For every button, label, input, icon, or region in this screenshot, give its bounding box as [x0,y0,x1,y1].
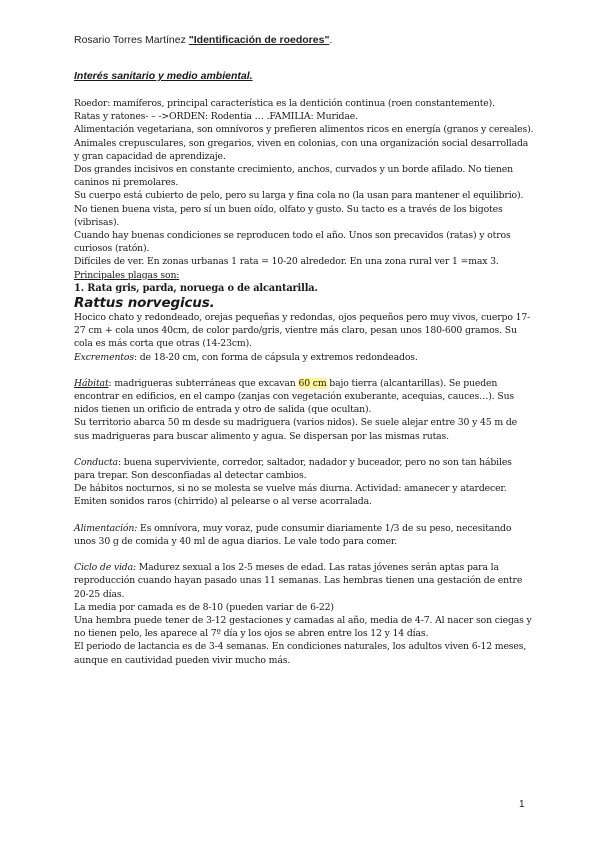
label-habitat: Hábitat [74,377,109,389]
label-excrementos: Excrementos [74,351,134,363]
paragraph: Cuando hay buenas condiciones se reproducen todo el año. Unos son precavidos (ratas) y otros curiosos (ratón). [74,230,511,255]
label-conducta: Conducta [74,456,118,468]
habitat-text-b: bajo tierra (alcantarillas). Se pueden encontrar en edificios, en el campo (zanjas con vegetación exuberante, acequias, cauces…). Sus nidos tienen un orificio de entrada y otro de salida (que ocultan). [74,377,515,416]
header-doc-title: "Identificación de roedores" [188,34,330,46]
paragraph: Dos grandes incisivos en constante crecimiento, anchos, curvados y un borde afilado. No tienen caninos ni premolares. [74,164,513,189]
header-author: Rosario Torres Martínez [74,34,189,46]
plagas-heading: Principales plagas son: [74,269,180,281]
paragraph [74,456,534,482]
list-item: 1. Rata gris, parda, noruega o de alcantarilla. [74,282,318,294]
document-body [74,97,534,667]
paragraph [74,351,534,364]
habitat-text-a: : madrigueras subterráneas que excavan [108,377,299,389]
paragraph: Una hembra puede tener de 3-12 gestaciones y camadas al año, media de 4-7. Al nacer son ciegas y no tienen pelo, les aparece al 7º día y los ojos se abren entre los 12 y 14 días. [74,614,532,640]
section-title: Interés sanitario y medio ambiental. [74,70,253,82]
paragraph: Difíciles de ver. En zonas urbanas 1 rata = 10-20 alrededor. En una zona rural ver 1 =max 3. [74,256,499,268]
ciclo-text: Madurez sexual a los 2-5 meses de edad. Las ratas jóvenes serán aptas para la reproducción cuando hayan pasado unas 11 semanas. Las hembras tienen una gestación de entre 20-25 días. [74,562,523,600]
paragraph: Hocico chato y redondeado, orejas pequeñas y redondas, ojos pequeños pero muy vivos, cuerpo 17-27 cm + cola unos 40cm, de color pardo/gris, vientre más claro, pesan unos 180-600 gramos. Su cola es más corta que otras (14-23cm). [74,312,531,350]
paragraph: De hábitos nocturnos, si no se molesta se vuelve más diurna. Actividad: amanecer y atardecer. Emiten sonidos raros (chirrido) al pelearse o al verse acorralada. [74,483,507,508]
header-suffix: . [329,34,333,46]
page-header [74,34,332,46]
paragraph [74,377,534,417]
paragraph [74,561,534,601]
excrementos-text: : de 18-20 cm, con forma de cápsula y extremos redondeados. [133,351,418,363]
species-name: Rattus norvegicus. [74,295,215,312]
paragraph: Animales crepusculares, son gregarios, viven en colonias, con una organización social desarrollada y gran capacidad de aprendizaje. [74,137,529,162]
label-ciclo: Ciclo de vida: [74,562,136,574]
paragraph: Alimentación vegetariana, son omnívoros y prefieren alimentos ricos en energía (granos y cereales). [74,124,534,136]
page-number: 1 [519,799,525,810]
label-alimentacion: Alimentación: [74,522,138,534]
paragraph: Ratas y ratones- – ->ORDEN: Rodentia … .FAMILIA: Muridae. [74,111,358,123]
paragraph: La media por camada es de 8-10 (pueden variar de 6-22) [74,601,334,613]
paragraph: Su territorio abarca 50 m desde su madriguera (varios nidos). Se suele alejar entre 30 y 45 m de sus madrigueras para buscar alimento y agua. Se dispersan por las mismas rutas. [74,417,517,442]
paragraph [74,522,534,548]
highlighted-text: 60 cm [298,377,327,389]
paragraph: Su cuerpo está cubierto de pelo, pero su larga y fina cola no (la usan para mantener el equilibrio). [74,190,524,202]
paragraph: No tienen buena vista, pero sí un buen oído, olfato y gusto. Su tacto es a través de los bigotes (vibrisas). [74,203,503,228]
conducta-text: : buena superviviente, corredor, saltador, nadador y buceador, pero no son tan hábiles para trepar. Son desconfiadas al detectar cambios. [74,456,512,482]
paragraph: El periodo de lactancia es de 3-4 semanas. En condiciones naturales, los adultos viven 6-12 meses, aunque en cautividad pueden vivir mucho más. [74,641,527,666]
paragraph: Roedor: mamíferos, principal característica es la dentición continua (roen constantemente). [74,98,495,109]
alimentacion-text: Es omnívora, muy voraz, pude consumir diariamente 1/3 de su peso, necesitando unos 30 g de comida y 40 ml de agua diarios. Le vale todo para comer. [74,522,512,547]
